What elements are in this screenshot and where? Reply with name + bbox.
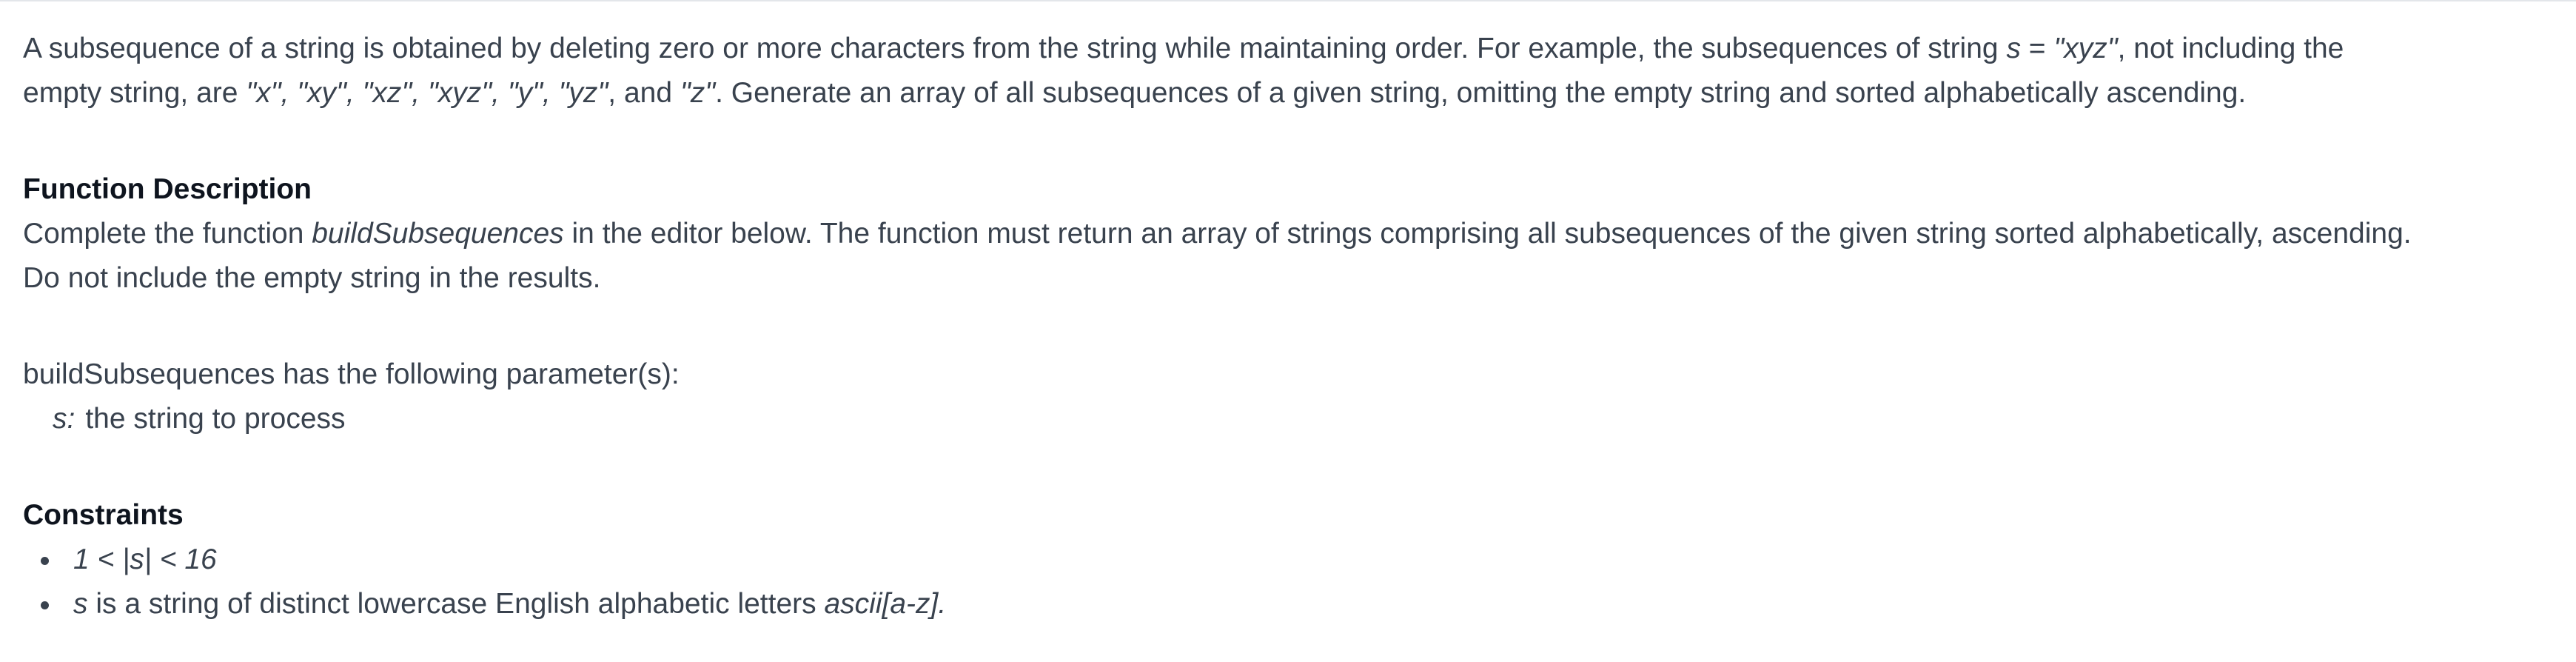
intro-example-last: "z" bbox=[680, 77, 716, 109]
function-description-line-1 bbox=[23, 212, 2555, 256]
top-divider bbox=[0, 0, 2576, 1]
parameter-name: s: bbox=[53, 403, 76, 435]
intro-example-list: "x", "xy", "xz", "xyz", "y", "yz" bbox=[246, 77, 608, 109]
constraint-text: is a string of distinct lowercase English alphabetic letters bbox=[87, 588, 825, 620]
intro-text: A subsequence of a string is obtained by deleting zero or more characters from the string while maintaining order. For example, the subsequences of string bbox=[23, 33, 2007, 64]
constraint-length: 1 < |s| < 16 bbox=[73, 544, 217, 575]
constraint-charset: ascii[a-z]. bbox=[824, 588, 947, 620]
intro-example-value: "xyz" bbox=[2053, 33, 2118, 64]
intro-variable: s bbox=[2006, 33, 2021, 64]
intro-equals: = bbox=[2020, 33, 2054, 64]
intro-line-2 bbox=[23, 71, 2555, 116]
function-name: buildSubsequences bbox=[312, 218, 564, 250]
intro-and: , and bbox=[608, 77, 680, 109]
intro-text-end: , not including the bbox=[2117, 33, 2344, 64]
function-description-text: Complete the function bbox=[23, 218, 312, 250]
constraint-item bbox=[23, 538, 2555, 582]
parameter-description: the string to process bbox=[85, 403, 346, 435]
intro-text: empty string, are bbox=[23, 77, 246, 109]
problem-statement bbox=[23, 27, 2555, 626]
function-description-heading: Function Description bbox=[23, 173, 312, 205]
constraints-list bbox=[23, 538, 2555, 626]
parameter-item bbox=[23, 397, 2555, 441]
constraints-heading: Constraints bbox=[23, 499, 184, 531]
constraint-variable: s bbox=[73, 588, 88, 620]
parameters-intro: buildSubsequences has the following parameter(s): bbox=[23, 358, 680, 390]
intro-line-1 bbox=[23, 27, 2555, 71]
function-description-text-end: in the editor below. The function must return an array of strings comprising all subsequences of the given string sorted alphabetically, ascending. bbox=[563, 218, 2412, 250]
function-description-line-2: Do not include the empty string in the results. bbox=[23, 262, 601, 294]
constraint-item bbox=[23, 582, 2555, 626]
intro-text-end: . Generate an array of all subsequences of a given string, omitting the empty string and sorted alphabetically ascending. bbox=[715, 77, 2247, 109]
